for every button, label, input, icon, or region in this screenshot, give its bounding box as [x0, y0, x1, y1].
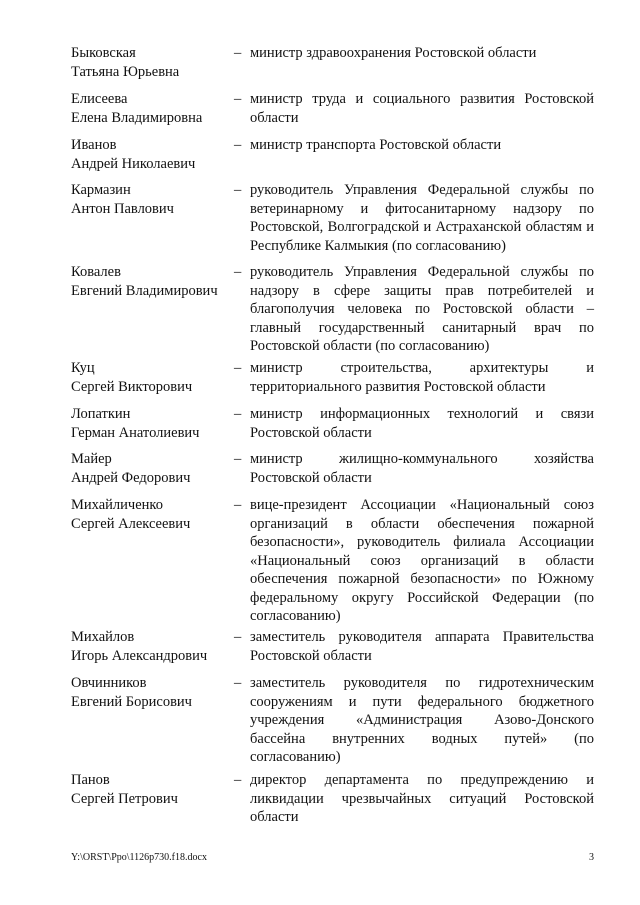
- separator-dash: –: [234, 91, 242, 107]
- member-position: министр строительства, архитектуры и территориального развития Ростовской области: [250, 360, 594, 395]
- member-given-names: Татьяна Юрьевна: [71, 63, 180, 80]
- member-surname: Лопаткин: [71, 406, 131, 422]
- separator-dash: –: [234, 772, 242, 788]
- member-surname: Михайличенко: [71, 497, 163, 513]
- footer-file-path: Y:\ORST\Ppo\1126p730.f18.docx: [71, 852, 207, 863]
- separator-dash: –: [234, 451, 242, 467]
- member-position: министр информационных технологий и связи Ростовской области: [250, 406, 594, 441]
- member-given-names: Андрей Николаевич: [71, 155, 196, 172]
- member-position: директор департамента по предупреждению и ликвидации чрезвычайных ситуаций Ростовской области: [250, 772, 594, 825]
- member-name: [71, 628, 231, 665]
- member-name: [71, 496, 231, 533]
- member-given-names: Сергей Викторович: [71, 378, 193, 395]
- member-surname: Ковалев: [71, 264, 121, 280]
- member-name: [71, 44, 231, 81]
- separator-dash: –: [234, 497, 242, 513]
- separator-dash: –: [234, 45, 242, 61]
- member-position: министр здравоохранения Ростовской области: [250, 45, 537, 61]
- member-given-names: Евгений Борисович: [71, 693, 192, 710]
- separator-dash: –: [234, 137, 242, 153]
- member-position: руководитель Управления Федеральной службы по ветеринарному и фитосанитарному надзору по Ростовской, Волгоградской и Астраханской областям и Республике Калмыкия (по согласованию): [250, 182, 594, 254]
- footer-page-number: 3: [589, 852, 594, 863]
- separator-dash: –: [234, 675, 242, 691]
- member-surname: Иванов: [71, 137, 117, 153]
- separator-dash: –: [234, 406, 242, 422]
- member-surname: Кармазин: [71, 182, 131, 198]
- member-name: [71, 181, 231, 218]
- member-given-names: Антон Павлович: [71, 200, 174, 217]
- member-given-names: Евгений Владимирович: [71, 282, 218, 299]
- member-position: министр жилищно-коммунального хозяйства Ростовской области: [250, 451, 594, 486]
- member-given-names: Игорь Александрович: [71, 647, 208, 664]
- member-position: заместитель руководителя аппарата Правительства Ростовской области: [250, 629, 594, 664]
- member-surname: Елисеева: [71, 91, 128, 107]
- member-name: [71, 359, 231, 396]
- member-name: [71, 263, 231, 300]
- member-name: [71, 450, 231, 487]
- member-name: [71, 136, 231, 173]
- member-given-names: Герман Анатолиевич: [71, 424, 200, 441]
- member-surname: Куц: [71, 360, 95, 376]
- member-position: заместитель руководителя по гидротехническим сооружениям и пути федерального бюджетного учреждения «Администрация Азово-Донского бассейна внутренних водных путей» (по согласованию): [250, 675, 594, 765]
- member-surname: Михайлов: [71, 629, 135, 645]
- member-surname: Майер: [71, 451, 112, 467]
- member-surname: Быковская: [71, 45, 136, 61]
- member-name: [71, 405, 231, 442]
- member-given-names: Андрей Федорович: [71, 469, 191, 486]
- member-surname: Панов: [71, 772, 110, 788]
- separator-dash: –: [234, 264, 242, 280]
- separator-dash: –: [234, 360, 242, 376]
- member-name: [71, 674, 231, 711]
- member-position: руководитель Управления Федеральной службы по надзору в сфере защиты прав потребителей и благополучия человека по Ростовской области – главный государственный санитарный врач по Ростовской области (по согласованию): [250, 264, 594, 354]
- member-surname: Овчинников: [71, 675, 147, 691]
- member-position: министр труда и социального развития Ростовской области: [250, 91, 594, 126]
- member-position: министр транспорта Ростовской области: [250, 137, 502, 153]
- member-position: вице-президент Ассоциации «Национальный союз организаций в области обеспечения пожарной безопасности», руководитель филиала Ассоциации «Национальный союз организаций в области обеспечения пожарной безопасности» по Южному федеральному округу Российской Федерации (по согласованию): [250, 497, 594, 624]
- member-name: [71, 771, 231, 808]
- member-given-names: Елена Владимировна: [71, 109, 203, 126]
- member-name: [71, 90, 231, 127]
- member-given-names: Сергей Алексеевич: [71, 515, 191, 532]
- separator-dash: –: [234, 629, 242, 645]
- member-given-names: Сергей Петрович: [71, 790, 178, 807]
- separator-dash: –: [234, 182, 242, 198]
